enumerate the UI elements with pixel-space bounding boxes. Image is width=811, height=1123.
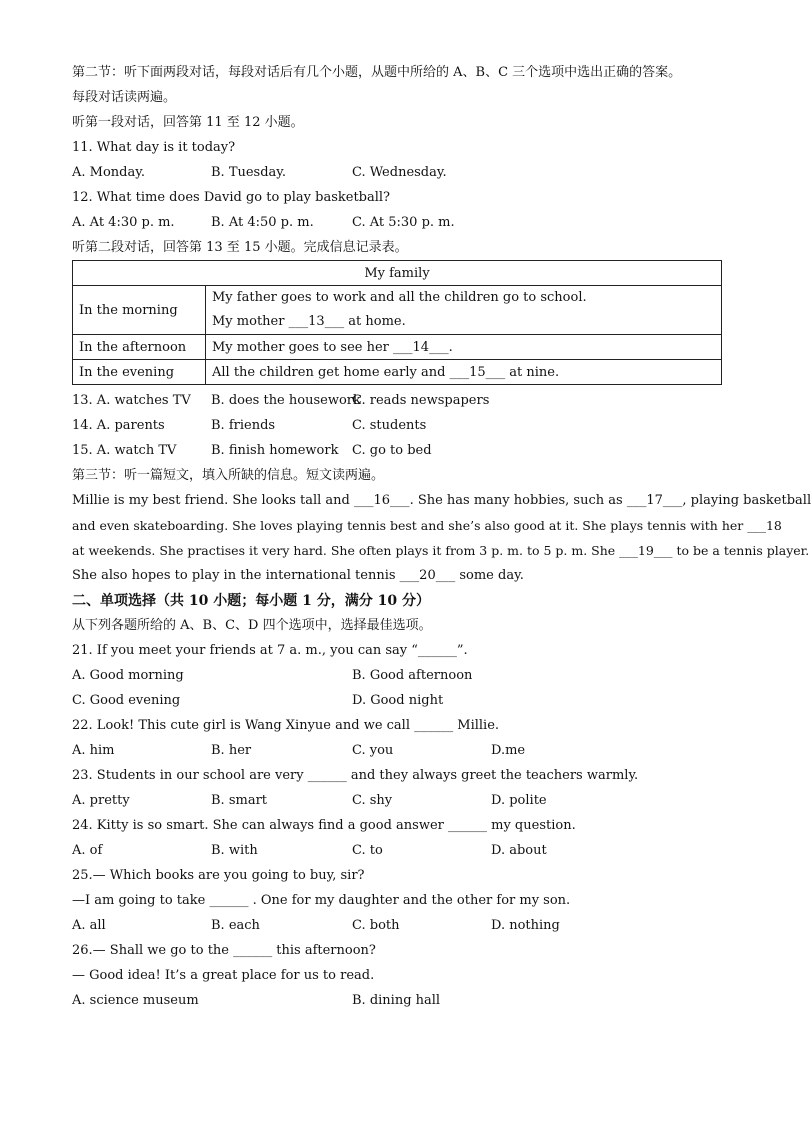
- q14-option-b: B. friends: [211, 418, 276, 433]
- q24-stem: 24. Kitty is so smart. She can always find a good answer ______ my question.: [72, 818, 576, 833]
- q26-stem2: — Good idea! It’s a great place for us to read.: [72, 968, 375, 983]
- q25-stem2: —I am going to take ______ . One for my daughter and the other for my son.: [72, 893, 571, 908]
- q14-option-a: 14. A. parents: [72, 418, 165, 433]
- passage-line1: [72, 491, 811, 511]
- part2-title: 二、单项选择（共 10 小题；每小题 1 分，满分 10 分）: [72, 593, 430, 609]
- q21-option-a: A. Good morning: [72, 668, 184, 683]
- q15-option-c: C. go to bed: [352, 443, 432, 458]
- q14-option-c: C. students: [352, 418, 427, 433]
- q21-option-b: B. Good afternoon: [352, 668, 473, 683]
- blank-18: ___18: [747, 518, 782, 533]
- passage-line3: [72, 541, 809, 561]
- table-row: [73, 286, 722, 335]
- row-content-morning: [206, 286, 722, 335]
- passage-text: at weekends. She practises it very hard. She often plays it from 3 p. m. to 5 p. m. She: [72, 543, 620, 558]
- row-label-evening: In the evening: [73, 360, 206, 385]
- table-row: [73, 261, 722, 286]
- q12-stem: 12. What time does David go to play basketball?: [72, 190, 391, 205]
- passage-line2: [72, 516, 782, 536]
- q25-option-a: A. all: [72, 918, 106, 933]
- afternoon-pre: My mother goes to see her: [212, 339, 389, 355]
- q13-option-a: 13. A. watches TV: [72, 393, 191, 408]
- section2-title-line2: 每段对话读两遍。: [72, 90, 177, 105]
- q11-option-b: B. Tuesday.: [211, 165, 287, 180]
- q25-option-c: C. both: [352, 918, 400, 933]
- passage-text: and even skateboarding. She loves playing tennis best and she’s also good at it. She plays tennis with her: [72, 518, 748, 533]
- q11-option-a: A. Monday.: [72, 165, 145, 180]
- section3-title: 第三节：听一篇短文，填入所缺的信息。短文读两遍。: [72, 468, 385, 483]
- q25-option-b: B. each: [211, 918, 260, 933]
- dialogue1-intro: 听第一段对话，回答第 11 至 12 小题。: [72, 115, 304, 130]
- passage-text: to be a tennis player.: [672, 543, 810, 558]
- table-title: My family: [73, 261, 722, 286]
- passage-text: She also hopes to play in the international tennis: [72, 568, 400, 583]
- q23-option-c: C. shy: [352, 793, 393, 808]
- row-label-afternoon: In the afternoon: [73, 335, 206, 360]
- passage-text: Millie is my best friend. She looks tall and: [72, 493, 355, 508]
- q25-option-d: D. nothing: [491, 918, 560, 933]
- part2-intro: 从下列各题所给的 A、B、C、D 四个选项中，选择最佳选项。: [72, 618, 432, 633]
- q12-option-c: C. At 5:30 p. m.: [352, 215, 455, 230]
- passage-text: , playing basketball: [682, 493, 811, 508]
- q24-option-a: A. of: [72, 843, 103, 858]
- q21-option-d: D. Good night: [352, 693, 444, 708]
- q23-option-a: A. pretty: [72, 793, 130, 808]
- q11-option-c: C. Wednesday.: [352, 165, 447, 180]
- evening-post: at nine.: [509, 364, 560, 380]
- q26-option-a: A. science museum: [72, 993, 199, 1008]
- q26-option-b: B. dining hall: [352, 993, 441, 1008]
- row-content-evening: [206, 360, 722, 385]
- q22-option-a: A. him: [72, 743, 115, 758]
- passage-text: some day.: [455, 568, 524, 583]
- q15-option-b: B. finish homework: [211, 443, 339, 458]
- q22-option-c: C. you: [352, 743, 394, 758]
- q23-stem: 23. Students in our school are very ______ and they always greet the teachers warmly.: [72, 768, 639, 783]
- row-label-morning: In the morning: [73, 286, 206, 335]
- table-row: [73, 360, 722, 385]
- blank-14: ___14___: [393, 339, 449, 355]
- q25-stem: 25.— Which books are you going to buy, sir?: [72, 868, 365, 883]
- morning-line2-post: at home.: [348, 314, 406, 329]
- morning-line1: My father goes to work and all the children go to school.: [212, 290, 587, 305]
- morning-line2: [212, 310, 715, 334]
- q24-option-b: B. with: [211, 843, 258, 858]
- q11-stem: 11. What day is it today?: [72, 140, 236, 155]
- q21-option-c: C. Good evening: [72, 693, 181, 708]
- q12-option-b: B. At 4:50 p. m.: [211, 215, 314, 230]
- q13-option-c: C. reads newspapers: [352, 393, 490, 408]
- blank-17: ___17___: [626, 493, 683, 508]
- blank-19: ___19___: [619, 543, 673, 558]
- blank-15: ___15___: [449, 364, 506, 380]
- q21-stem: 21. If you meet your friends at 7 a. m., you can say “______”.: [72, 643, 468, 658]
- blank-20: ___20___: [399, 568, 456, 583]
- q13-option-b: B. does the housework: [211, 393, 361, 408]
- q22-option-b: B. her: [211, 743, 252, 758]
- table-row: [73, 335, 722, 360]
- dialogue2-intro: 听第二段对话，回答第 13 至 15 小题。完成信息记录表。: [72, 240, 408, 255]
- q15-option-a: 15. A. watch TV: [72, 443, 177, 458]
- q24-option-d: D. about: [491, 843, 547, 858]
- q23-option-d: D. polite: [491, 793, 547, 808]
- passage-line4: [72, 566, 524, 586]
- row-content-afternoon: [206, 335, 722, 360]
- evening-pre: All the children get home early and: [212, 364, 446, 380]
- blank-13: ___13___: [288, 314, 345, 329]
- q24-option-c: C. to: [352, 843, 383, 858]
- q22-stem: 22. Look! This cute girl is Wang Xinyue and we call ______ Millie.: [72, 718, 500, 733]
- blank-16: ___16___: [354, 493, 410, 508]
- afternoon-post: .: [448, 339, 453, 355]
- family-info-table: [72, 260, 722, 385]
- passage-text: . She has many hobbies, such as: [409, 493, 627, 508]
- q23-option-b: B. smart: [211, 793, 268, 808]
- q12-option-a: A. At 4:30 p. m.: [72, 215, 175, 230]
- section2-title-line1: 第二节：听下面两段对话，每段对话后有几个小题，从题中所给的 A、B、C 三个选项中选出正确的答案。: [72, 65, 682, 80]
- q26-stem: 26.— Shall we go to the ______ this afternoon?: [72, 943, 376, 958]
- q22-option-d: D.me: [491, 743, 526, 758]
- morning-line2-pre: My mother: [212, 314, 285, 329]
